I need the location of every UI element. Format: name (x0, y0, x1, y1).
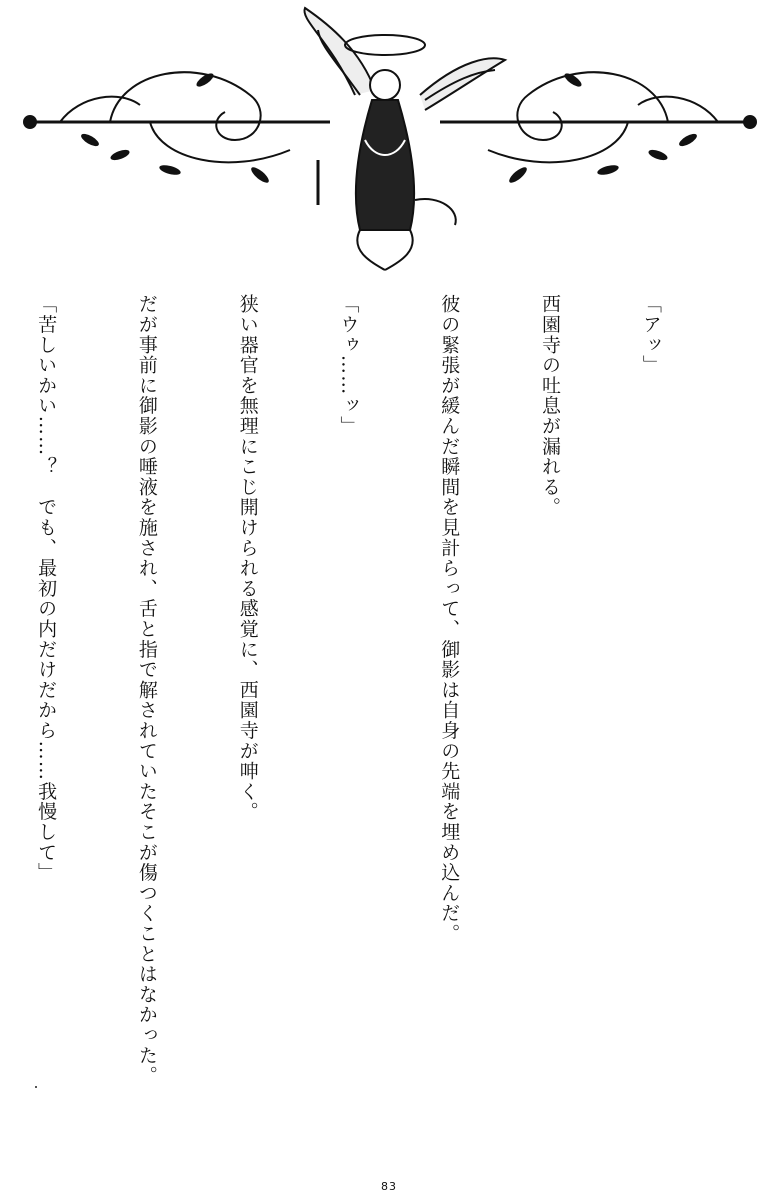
angel-ornament-illustration (0, 0, 778, 280)
text-line: 彼の緊張が緩んだ瞬間を見計らって、御影は自身の先端を埋め込んだ。 (438, 294, 461, 944)
vertical-body-text (34, 294, 734, 1154)
text-line: 西園寺の吐息が漏れる。 (539, 294, 562, 518)
text-line: 「アッ」 (639, 294, 662, 376)
text-line: 「苦しいかい……？ でも、最初の内だけだから……我慢して」 (35, 294, 58, 883)
page-number: 83 (381, 1180, 397, 1193)
print-speck (35, 1086, 37, 1088)
text-line: 狭い器官を無理にこじ開けられる感覚に、西園寺が呻く。 (236, 294, 259, 822)
text-line: 「ウゥ……ッ」 (337, 294, 360, 437)
text-line: だが事前に御影の唾液を施され、舌と指で解されていたそこが傷つくことはなかった。 (135, 294, 158, 1086)
